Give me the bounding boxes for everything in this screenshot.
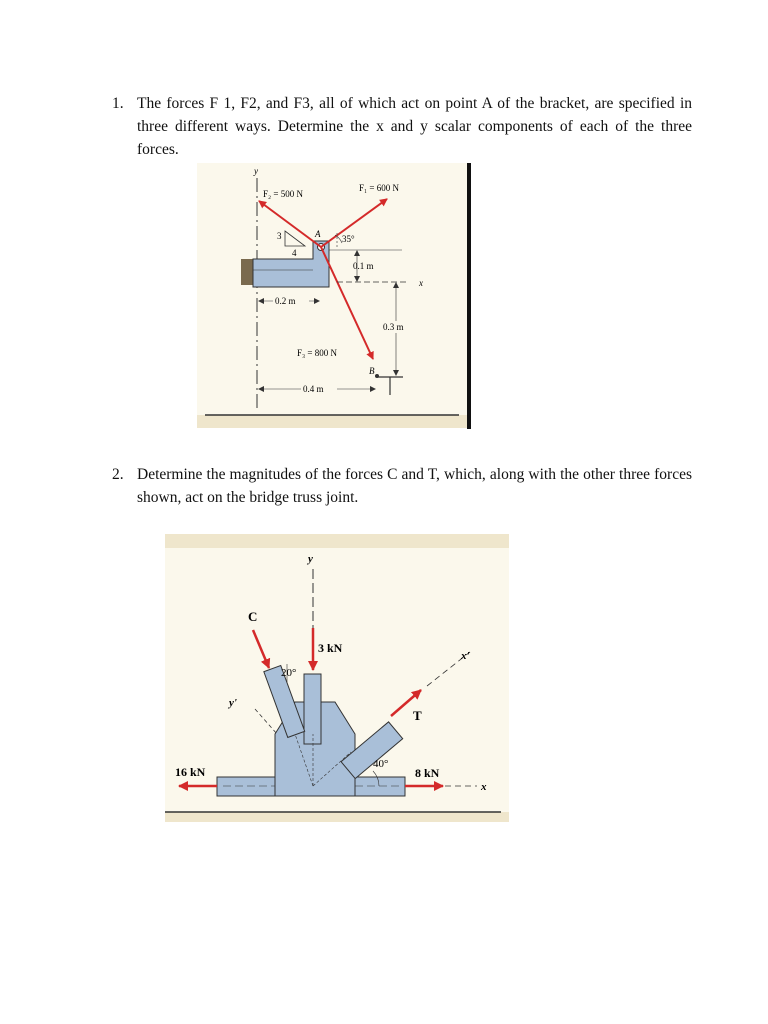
top-strip [165,534,509,548]
y-axis-label: y [254,166,258,176]
point-a-label: A [315,229,321,239]
point-b-label: B [369,366,375,376]
right-border [467,163,471,429]
slope-rise-label: 3 [277,231,282,241]
truss-diagram [165,534,509,824]
ground-strip [165,812,509,822]
ground-strip [197,415,467,428]
x-axis-label: x [481,781,487,793]
vertical-member [304,674,321,744]
problem-1 [112,92,692,161]
angle-35-label: 35° [342,234,355,244]
wall-support [241,259,253,285]
angle-40-label: 40° [373,758,389,770]
force-t-label: T [413,708,422,723]
y-prime-axis-label: y' [229,697,237,709]
force-f3-label: F₃ = 800 N [297,348,337,358]
point-b [375,374,379,378]
force-f2-label: F₂ = 500 N [263,189,303,199]
problem-2 [112,463,692,509]
problem-number: 1. [112,95,124,112]
x-prime-axis-label: x' [461,650,470,662]
dim-04-label: 0.4 m [303,384,324,394]
angle-20-label: 20° [281,667,297,679]
force-c-label: C [248,609,258,624]
dim-02-label: 0.2 m [275,296,296,306]
x-axis-label: x [419,278,423,288]
truss-joint-figure [165,534,509,824]
slope-run-label: 4 [292,248,297,258]
force-8kn-label: 8 kN [415,766,440,780]
bracket-figure [197,163,473,431]
bracket-diagram [197,163,473,431]
dim-03-label: 0.3 m [383,322,404,332]
dim-01-label: 0.1 m [353,261,374,271]
problem-text: Determine the magnitudes of the forces C and T, which, along with the other three forces shown, act on the bridge truss joint. [137,466,692,506]
force-3kn-label: 3 kN [318,641,343,655]
y-axis-label: y [308,553,313,565]
force-16kn-label: 16 kN [175,765,206,779]
force-f1-label: F₁ = 600 N [359,183,399,193]
problem-text: The forces F 1, F2, and F3, all of which act on point A of the bracket, are specified in three different ways. Determine the x and y scalar components of each of the three forces. [137,95,692,158]
problem-number: 2. [112,466,124,483]
